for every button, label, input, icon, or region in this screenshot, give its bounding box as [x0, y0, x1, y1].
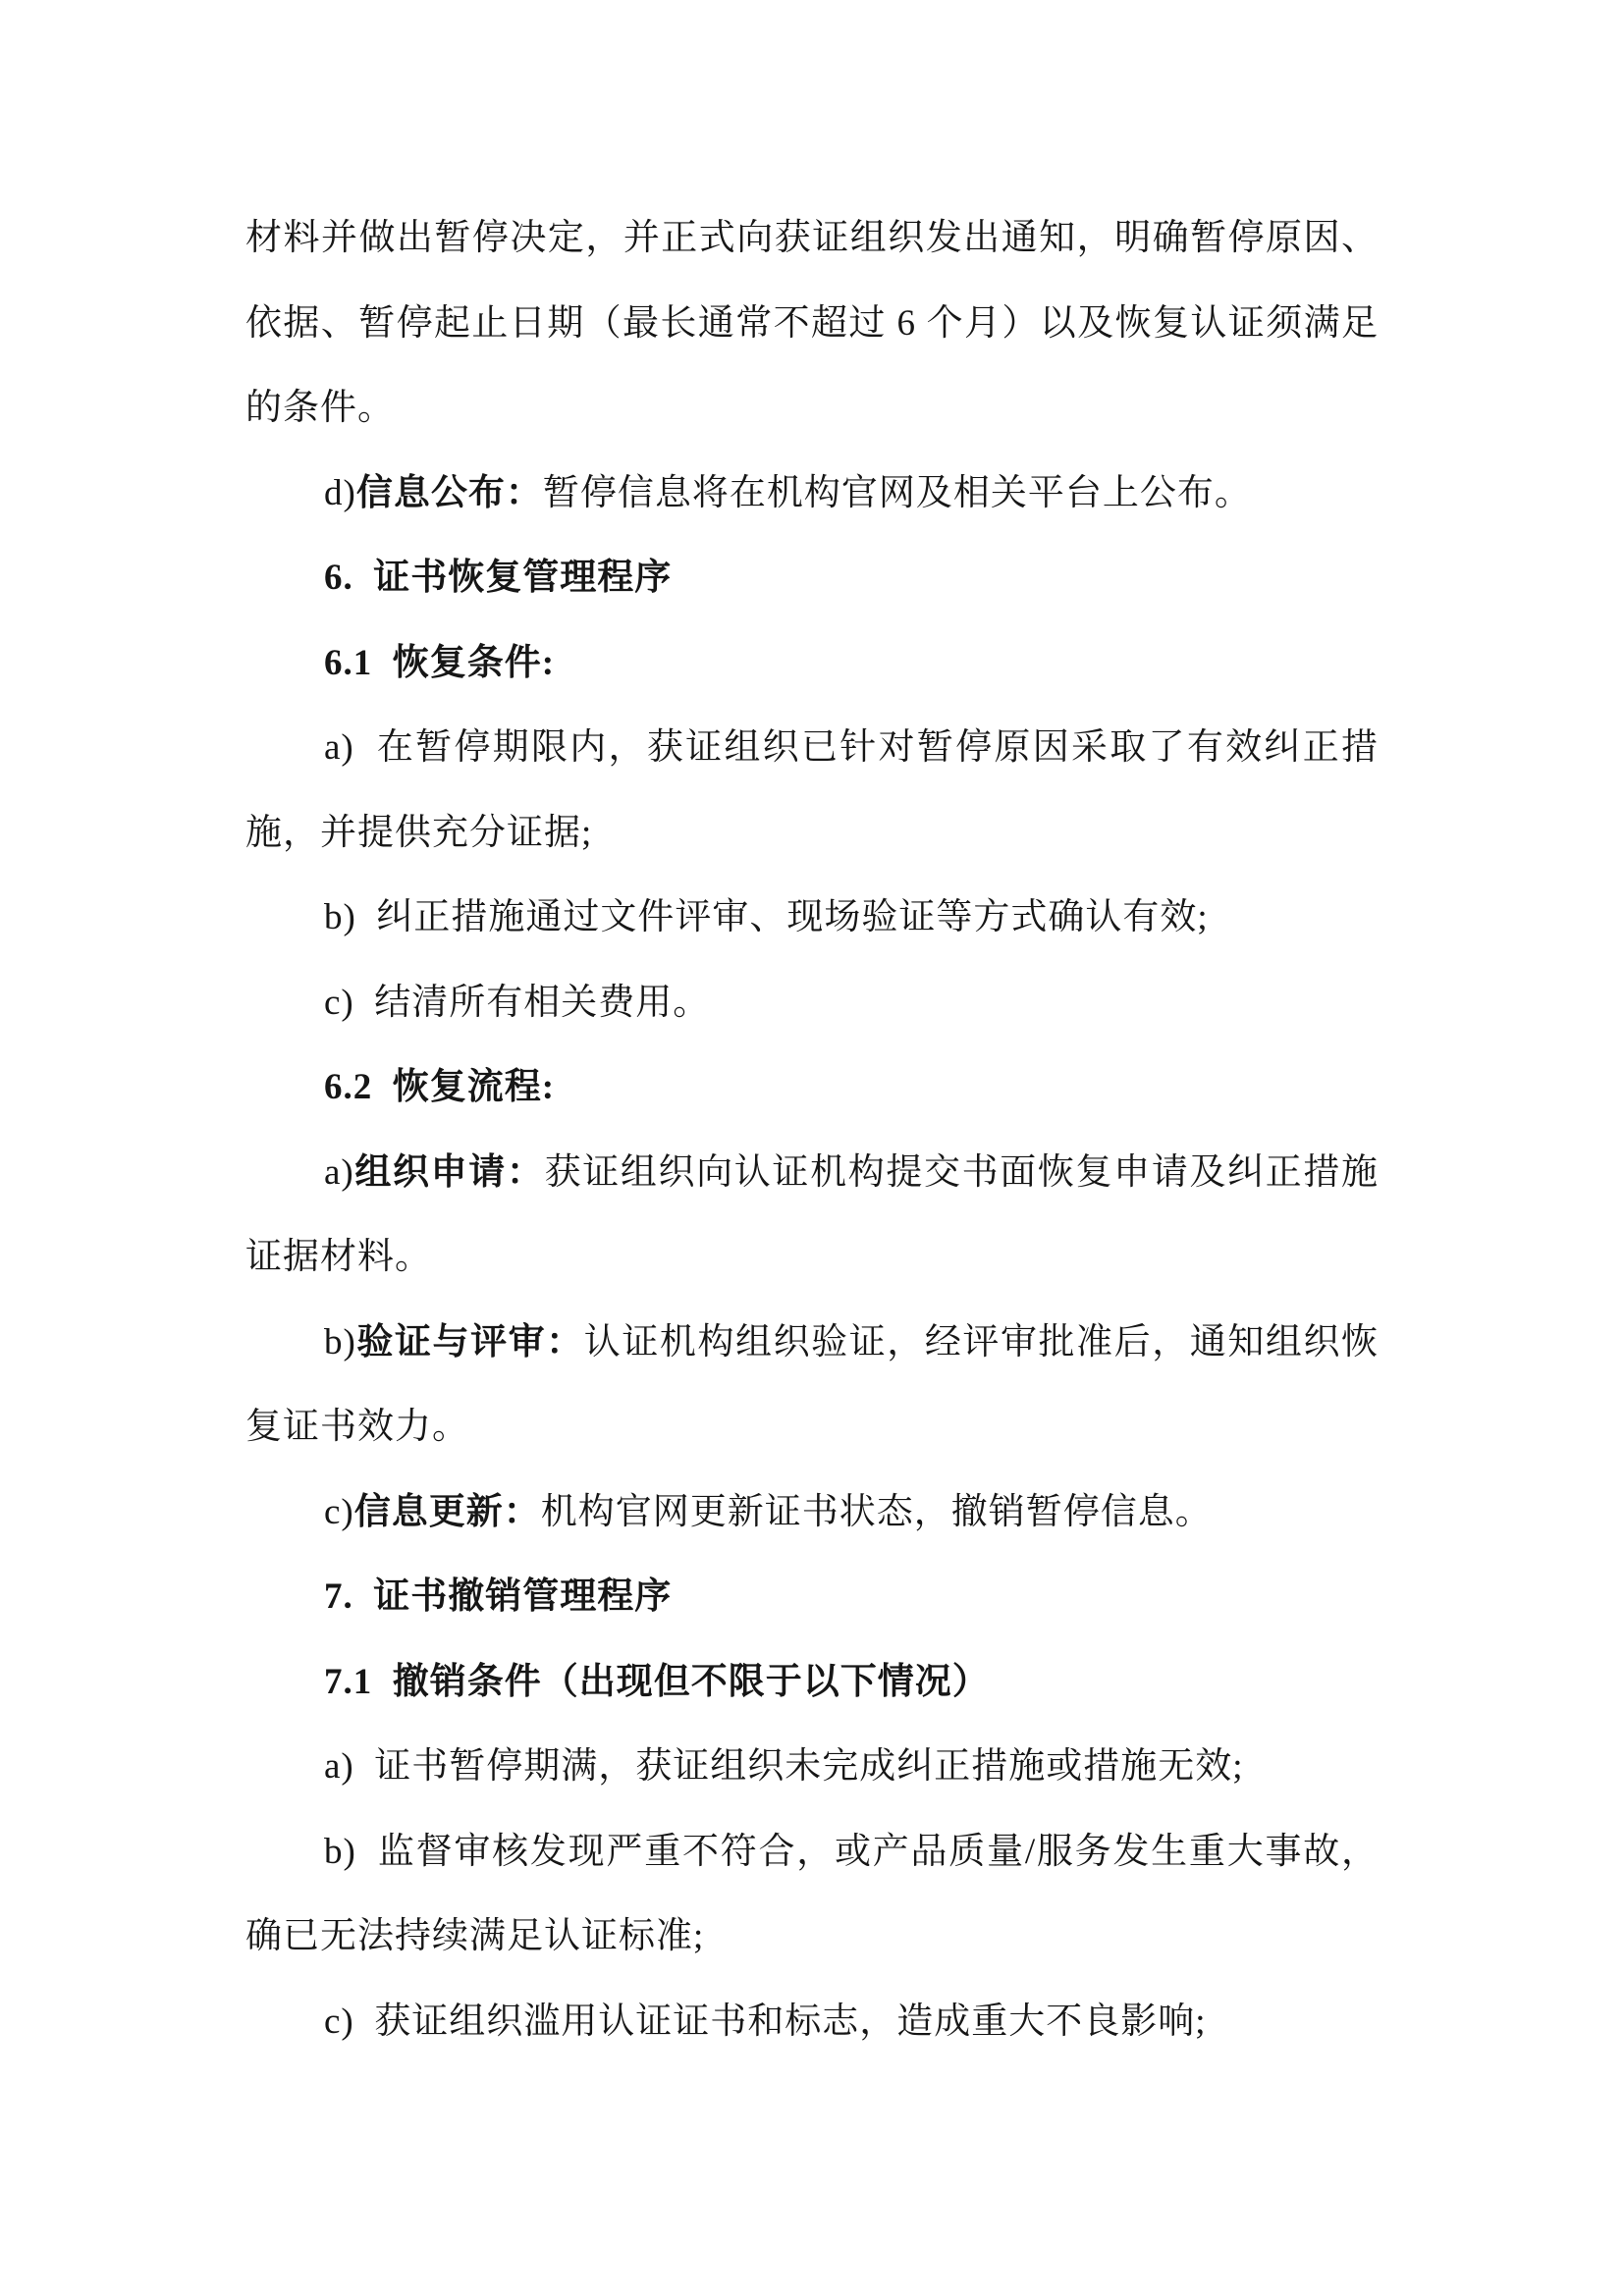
- text-line: [245, 1301, 1379, 1386]
- text-run: a) 在暂停期限内，获证组织已针对暂停原因采取了有效纠正措: [324, 727, 1379, 768]
- text-line: [245, 1470, 1379, 1556]
- text-run: c) 获证组织滥用认证证书和标志，造成重大不良影响;: [324, 2001, 1207, 2042]
- text-run-bold: 6. 证书恢复管理程序: [324, 558, 673, 598]
- text-line: [245, 1215, 1379, 1301]
- text-line: [245, 876, 1379, 961]
- text-run: 获证组织向认证机构提交书面恢复申请及纠正措施: [544, 1151, 1379, 1193]
- text-run: 复证书效力。: [245, 1407, 469, 1447]
- text-run: 认证机构组织验证，经评审批准后，通知组织恢: [583, 1321, 1379, 1362]
- text-run-bold: 7.1 撤销条件（出现但不限于以下情况）: [324, 1661, 990, 1702]
- text-run-bold: 组织申请：: [353, 1151, 545, 1193]
- text-run: a) 证书暂停期满，获证组织未完成纠正措施或措施无效;: [324, 1746, 1244, 1787]
- text-line: [245, 536, 1379, 621]
- text-run: c): [324, 1491, 354, 1532]
- text-run: 材料并做出暂停决定，并正式向获证组织发出通知，明确暂停原因、: [245, 218, 1379, 258]
- text-line: [245, 452, 1379, 537]
- text-line: [245, 1385, 1379, 1470]
- text-run-bold: 验证与评审：: [355, 1321, 584, 1362]
- document-body: [245, 196, 1379, 2064]
- text-run: 机构官网更新证书状态，撤销暂停信息。: [540, 1491, 1213, 1532]
- text-line: [245, 1895, 1379, 1980]
- text-run: 施，并提供充分证据;: [245, 812, 593, 853]
- text-line: [245, 1810, 1379, 1896]
- text-run: 的条件。: [245, 388, 395, 428]
- text-line: [245, 196, 1379, 282]
- text-line: [245, 1131, 1379, 1216]
- text-line: [245, 366, 1379, 452]
- text-line: [245, 791, 1379, 877]
- text-line: [245, 282, 1379, 367]
- text-line: [245, 1640, 1379, 1726]
- text-line: [245, 1980, 1379, 2065]
- text-line: [245, 1555, 1379, 1640]
- text-run: b): [324, 1321, 356, 1362]
- text-run: b) 监督审核发现严重不符合，或产品质量/服务发生重大事故，: [324, 1831, 1379, 1872]
- text-line: [245, 621, 1379, 707]
- text-run: d): [324, 472, 356, 513]
- text-run-bold: 信息公布：: [355, 472, 543, 513]
- text-run-bold: 信息更新：: [353, 1491, 541, 1532]
- text-run: 证据材料。: [245, 1237, 432, 1277]
- text-line: [245, 1725, 1379, 1810]
- text-run: a): [324, 1151, 354, 1193]
- text-line: [245, 961, 1379, 1046]
- text-line: [245, 1045, 1379, 1131]
- text-run: 依据、暂停起止日期（最长通常不超过 6 个月）以及恢复认证须满足: [245, 302, 1379, 344]
- text-run: c) 结清所有相关费用。: [324, 982, 711, 1023]
- text-line: [245, 706, 1379, 791]
- text-run: 确已无法持续满足认证标准;: [245, 1916, 705, 1956]
- text-run-bold: 6.1 恢复条件:: [324, 642, 556, 683]
- text-run: b) 纠正措施通过文件评审、现场验证等方式确认有效;: [324, 897, 1209, 937]
- text-run-bold: 7. 证书撤销管理程序: [324, 1576, 673, 1617]
- text-run-bold: 6.2 恢复流程:: [324, 1067, 556, 1107]
- text-run: 暂停信息将在机构官网及相关平台上公布。: [542, 472, 1252, 513]
